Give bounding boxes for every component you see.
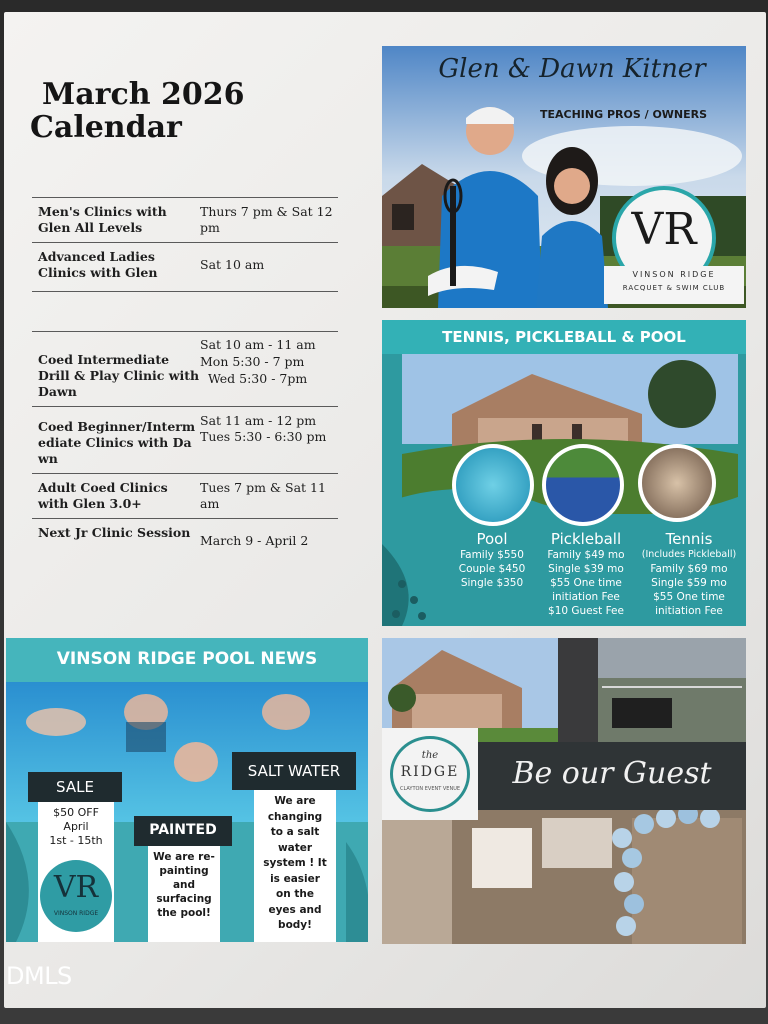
tennis-price-line: Family $69 mo — [650, 563, 728, 575]
guest-banner-text: Be our Guest — [512, 756, 712, 791]
amenities-panel — [382, 320, 746, 626]
sale-line: $50 OFF — [53, 806, 99, 819]
pool-price-line: Single $350 — [460, 577, 524, 589]
pool-news-panel — [6, 638, 368, 942]
salt-line: We are — [274, 795, 316, 807]
schedule-row — [32, 242, 338, 291]
schedule-row — [32, 473, 338, 518]
pickleball-photo-circle — [542, 444, 624, 526]
schedule-row — [32, 518, 338, 555]
vr-pool-logo-letters: VR — [53, 870, 99, 905]
pool-price-line: Family $550 — [460, 549, 524, 561]
tennis-price-line: Single $59 mo — [651, 577, 727, 589]
calendar-title — [30, 78, 290, 144]
sale-line: 1st - 15th — [49, 834, 103, 847]
painted-line: We are re- — [153, 851, 215, 863]
pool-news-heading: VINSON RIDGE POOL NEWS — [56, 649, 318, 669]
tennis-price-line: (Includes Pickleball) — [641, 549, 737, 560]
ridge-logo-small: the — [421, 750, 439, 761]
salt-line: water — [277, 841, 313, 854]
sale-line: April — [63, 820, 89, 833]
pool-column-title: Pool — [476, 530, 508, 548]
schedule-row — [32, 331, 338, 406]
pool-column — [442, 530, 542, 590]
vr-logo-letters: VR — [631, 204, 697, 255]
dmls-watermark: DMLS — [6, 962, 72, 990]
vr-logo-text1: VINSON RIDGE — [632, 270, 716, 279]
pros-subtitle: TEACHING PROS / OWNERS — [540, 108, 708, 121]
salt-line: on the — [276, 888, 314, 900]
salt-line: to a salt — [270, 826, 320, 838]
ridge-logo-main: RIDGE — [400, 764, 460, 780]
painted-line: and — [172, 879, 196, 891]
tennis-price-line: initiation Fee — [655, 605, 723, 617]
tennis-column-title: Tennis — [665, 530, 713, 548]
salt-line: body! — [278, 919, 312, 931]
salt-water-tag-label: SALT WATER — [247, 762, 341, 780]
tennis-price-line: $55 One time — [653, 591, 725, 603]
painted-line: the pool! — [157, 907, 211, 919]
schedule-time: Sat 11 am - 12 pm Tues 5:30 - 6:30 pm — [200, 413, 327, 444]
painted-tag-label: PAINTED — [149, 822, 217, 838]
painted-line: painting — [159, 865, 209, 877]
schedule-name: Coed Intermediate Drill & Play Clinic with Dawn — [38, 352, 200, 399]
pickleball-price-line: $55 One time — [550, 577, 622, 589]
salt-line: system ! It — [263, 857, 327, 869]
sale-text — [38, 806, 114, 848]
pickleball-price-line: $10 Guest Fee — [548, 605, 624, 617]
title-line-2: Calendar — [30, 110, 182, 145]
title-line-1: March 2026 — [42, 77, 245, 112]
salt-line: is easier — [270, 872, 320, 885]
schedule-time: Sat 10 am - 11 am Mon 5:30 - 7 pm Wed 5:30 - 7pm — [200, 337, 316, 386]
teaching-pros-panel — [382, 46, 746, 308]
schedule-time: Sat 10 am — [200, 257, 265, 272]
schedule-row — [32, 406, 338, 473]
tennis-column — [632, 530, 746, 618]
salt-line: changing — [267, 810, 323, 823]
pros-names: Glen & Dawn Kitner — [438, 54, 706, 84]
schedule-name: Adult Coed Clinics with Glen 3.0+ — [38, 480, 168, 511]
schedule-name: Advanced Ladies Clinics with Glen — [38, 249, 158, 280]
schedule-name: Men's Clinics with Glen All Levels — [38, 204, 167, 235]
painted-text — [148, 850, 220, 920]
pickleball-price-line: initiation Fee — [552, 591, 620, 603]
vr-logo — [600, 186, 746, 304]
venue-panel — [382, 638, 746, 944]
schedule-time: Tues 7 pm & Sat 11 am — [200, 480, 326, 511]
schedule-spacer — [32, 291, 338, 331]
pickleball-price-line: Single $39 mo — [548, 563, 624, 575]
schedule-time: March 9 - April 2 — [200, 533, 309, 548]
schedule-row — [32, 197, 338, 242]
clinic-schedule — [32, 197, 338, 555]
sale-tag-label: SALE — [56, 778, 94, 796]
amenities-heading: TENNIS, PICKLEBALL & POOL — [442, 328, 686, 346]
vr-logo-text2: RACQUET & SWIM CLUB — [622, 284, 726, 292]
pool-price-line: Couple $450 — [458, 563, 526, 575]
pickleball-column — [536, 530, 636, 618]
tennis-photo-circle — [638, 444, 716, 522]
painted-line: surfacing — [156, 893, 212, 905]
schedule-time: Thurs 7 pm & Sat 12 pm — [200, 204, 333, 235]
salt-water-text — [254, 794, 336, 934]
pickleball-price-line: Family $49 mo — [547, 549, 625, 561]
pickleball-column-title: Pickleball — [550, 530, 622, 548]
ridge-logo-sub: CLAYTON EVENT VENUE — [399, 786, 461, 792]
schedule-name: Next Jr Clinic Session — [38, 525, 191, 540]
pool-photo-circle — [452, 444, 534, 526]
vr-pool-logo-text: VINSON RIDGE — [53, 910, 99, 917]
schedule-name: Coed Beginner/Intermediate Clinics with Dawn — [38, 419, 196, 466]
salt-line: eyes and — [268, 903, 322, 916]
